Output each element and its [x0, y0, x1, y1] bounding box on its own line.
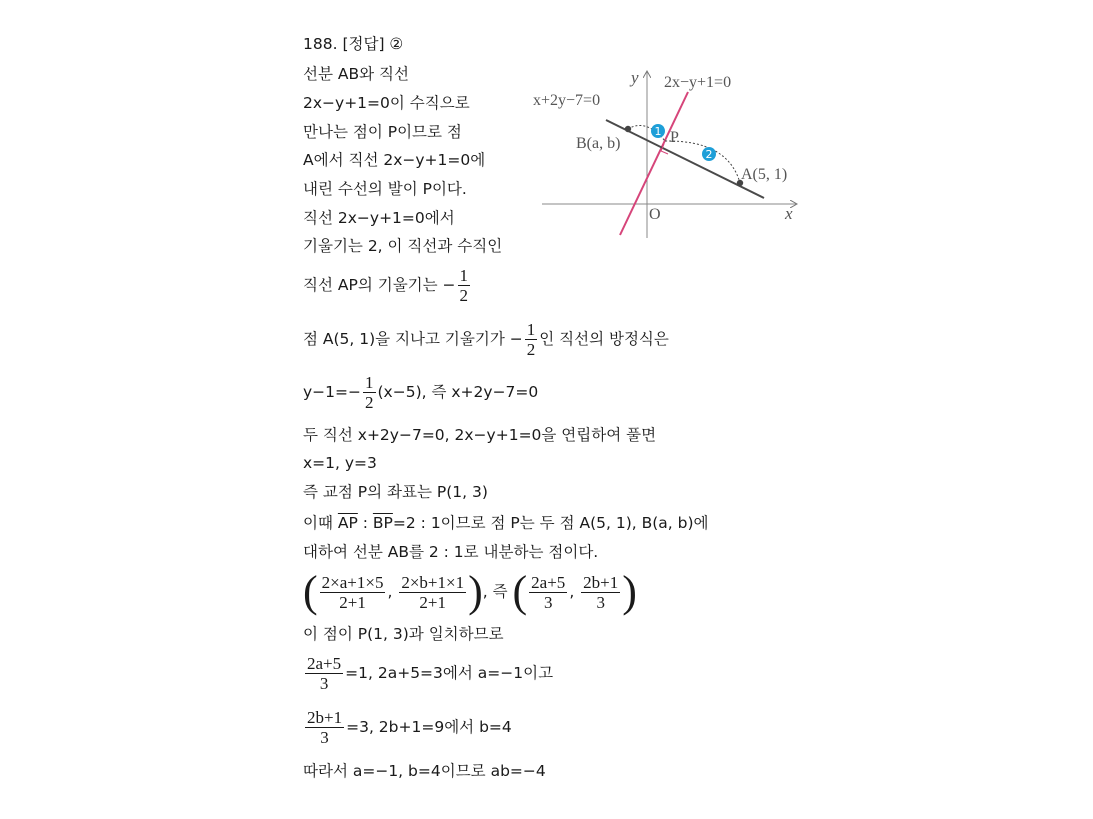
marker-2-label: 2: [705, 148, 713, 161]
problem-number: 188.: [303, 35, 338, 53]
fraction: $\frac{2b+1}{3}$: [583, 572, 619, 612]
fraction: $\frac{1}{2}$: [459, 266, 469, 305]
coordinate-line: ( $\frac{2\times a+1\times 5}{2+1}$ , $\frac{2\times b+1\times 1}{2+1}$ ), 즉 ( $\frac{2a+5}{3}$ , $\frac{2b+1}{3}$ ): [303, 567, 637, 616]
fraction: $\frac{2\times b+1\times 1}{2+1}$: [401, 572, 465, 612]
intro-line-4: A에서 직선 2x−y+1=0에: [303, 151, 486, 169]
solve-line: 두 직선 x+2y−7=0, 2x−y+1=0을 연립하여 풀면: [303, 426, 657, 444]
coordinate-graph: [528, 62, 808, 242]
a-solve-line: $\frac{2a+5}{3}$ =1, 2a+5=3에서 a=−1이고: [307, 654, 554, 693]
point-a-label: A(5, 1): [741, 166, 788, 183]
xy-line: x=1, y=3: [303, 454, 377, 472]
header: [303, 34, 403, 54]
line2-label: x+2y−7=0: [533, 92, 601, 109]
segment-bp: $\overline{BP}$: [372, 514, 393, 532]
ratio-line: 이때 $\overline{AP}$ : $\overline{BP}=2$ : 1이므로 점 P는 두 점 A(5, 1), B(a, b)에: [303, 514, 709, 532]
fraction: $\frac{2b+1}{3}$: [307, 708, 343, 747]
intro-line-1: 선분 AB와 직선: [303, 65, 409, 83]
intro-line-5: 내린 수선의 발이 P이다.: [303, 180, 467, 198]
intro-line-6: 직선 2x−y+1=0에서: [303, 209, 455, 227]
x-axis-label: x: [785, 204, 793, 223]
intro-line-2: 2x−y+1=0이 수직으로: [303, 94, 470, 112]
line1-label: 2x−y+1=0: [664, 74, 732, 91]
through-line: 점 A(5, 1)을 지나고 기울기가 − $\frac{1}{2}$ 인 직선의 방정식은: [303, 320, 669, 359]
arc-pa: [665, 141, 740, 183]
segment-ap: $\overline{AP}$: [337, 514, 358, 532]
intro-line-7: 기울기는 2, 이 직선과 수직인: [303, 237, 503, 255]
intersection-line: 즉 교점 P의 좌표는 P(1, 3): [303, 483, 488, 501]
y-axis-label: y: [631, 68, 639, 87]
marker-1-label: 1: [654, 125, 662, 138]
intro-line-3: 만나는 점이 P이므로 점: [303, 123, 462, 141]
coincide-line: 이 점이 P(1, 3)과 일치하므로: [303, 625, 504, 643]
fraction: $\frac{1}{2}$: [526, 320, 536, 359]
equation-line: y−1=− $\frac{1}{2}$ (x−5), 즉 x+2y−7=0: [303, 373, 539, 412]
final-line: 따라서 a=−1, b=4이므로 ab=−4: [303, 762, 546, 780]
fraction: $\frac{1}{2}$: [365, 373, 374, 412]
slope-line: 직선 AP의 기울기는 − $\frac{1}{2}$: [303, 266, 469, 305]
fraction: $\frac{2a+5}{3}$: [531, 572, 566, 612]
divide-line: 대하여 선분 AB를 2 : 1로 내분하는 점이다.: [303, 543, 599, 561]
b-solve-line: $\frac{2b+1}{3}$ =3, 2b+1=9에서 b=4: [307, 708, 512, 747]
point-b-label: B(a, b): [576, 135, 621, 152]
answer-label: [정답] ②: [342, 35, 404, 53]
point-p-label: P: [670, 129, 679, 146]
origin-label: O: [649, 206, 661, 223]
point-b-dot: [625, 126, 631, 132]
fraction: $\frac{2a+5}{3}$: [307, 654, 342, 693]
fraction: $\frac{2\times a+1\times 5}{2+1}$: [321, 572, 384, 612]
